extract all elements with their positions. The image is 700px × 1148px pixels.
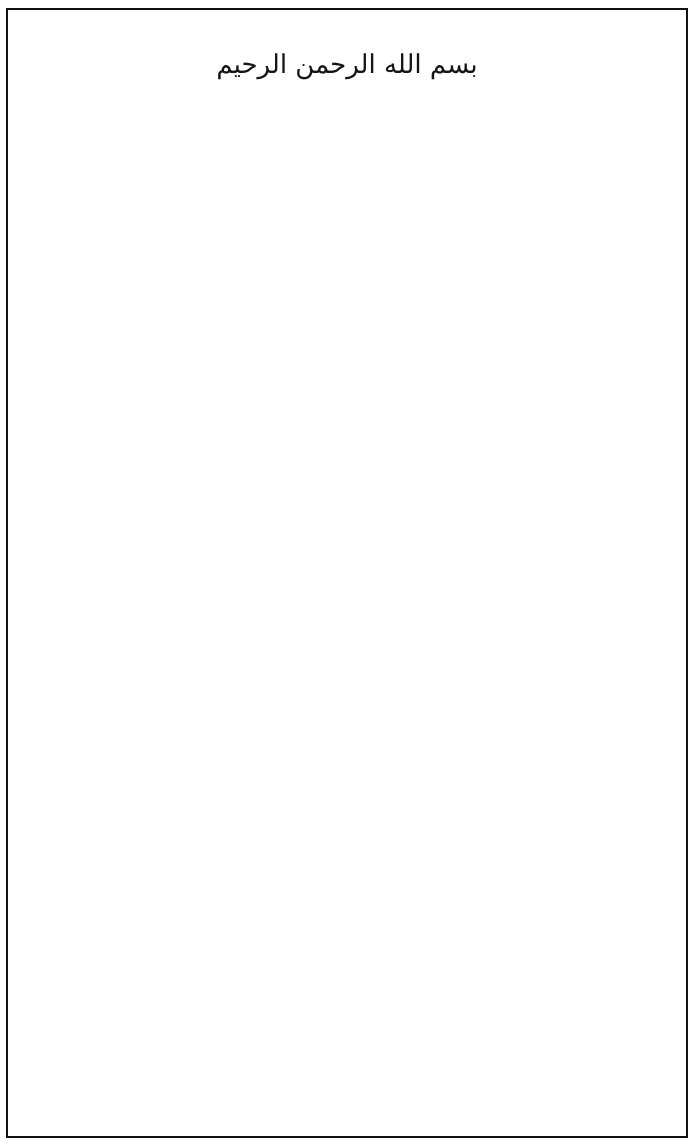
manuscript-line (39, 398, 648, 446)
manuscript-line (39, 446, 658, 494)
manuscript-line (39, 158, 652, 206)
basmala-heading: بسم الله الرحمن الرحيم (216, 50, 478, 80)
manuscript-page (6, 8, 688, 1138)
manuscript-text-block (42, 110, 656, 1070)
manuscript-line (39, 110, 674, 158)
